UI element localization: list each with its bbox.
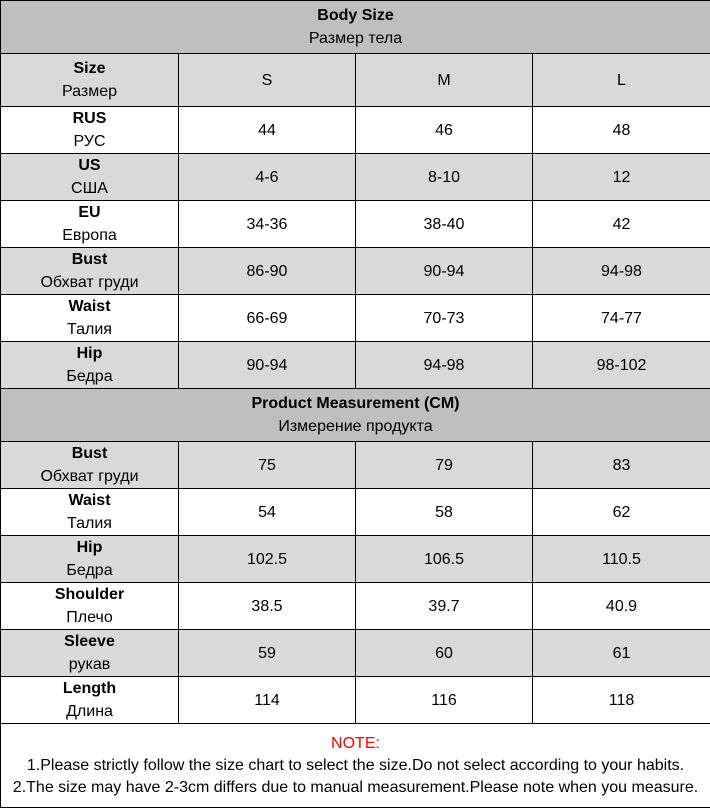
- row-label: Bust: [71, 445, 108, 462]
- value-cell: 102.5: [179, 536, 356, 583]
- table-row: [1, 630, 710, 677]
- value-cell: 83: [533, 442, 710, 489]
- row-label: RUS: [72, 110, 107, 127]
- body-size-title: Body Size: [317, 7, 394, 24]
- size-header-s: S: [179, 54, 356, 107]
- row-label-ru: Обхват груди: [40, 468, 139, 485]
- value-cell: 60: [356, 630, 533, 677]
- table-row: [1, 342, 710, 389]
- value-cell: 90-94: [356, 248, 533, 295]
- value-cell: 8-10: [356, 154, 533, 201]
- product-title-cell: [1, 389, 710, 442]
- row-label: Hip: [76, 345, 103, 362]
- row-label-ru: Обхват груди: [40, 274, 139, 291]
- value-cell: 74-77: [533, 295, 710, 342]
- value-cell: 114: [179, 677, 356, 724]
- row-label: Shoulder: [54, 586, 125, 603]
- value-cell: 110.5: [533, 536, 710, 583]
- row-label-ru: рукав: [68, 656, 111, 673]
- table-row: [1, 154, 710, 201]
- value-cell: 98-102: [533, 342, 710, 389]
- value-cell: 12: [533, 154, 710, 201]
- value-cell: 44: [179, 107, 356, 154]
- row-label-cell: [1, 630, 179, 677]
- value-cell: 38.5: [179, 583, 356, 630]
- row-label-ru: Бедра: [66, 562, 113, 579]
- value-cell: 116: [356, 677, 533, 724]
- value-cell: 48: [533, 107, 710, 154]
- row-label-cell: [1, 107, 179, 154]
- product-title: Product Measurement (CM): [251, 395, 460, 412]
- row-label-ru: Плечо: [66, 609, 113, 626]
- value-cell: 94-98: [356, 342, 533, 389]
- value-cell: 58: [356, 489, 533, 536]
- value-cell: 46: [356, 107, 533, 154]
- value-cell: 4-6: [179, 154, 356, 201]
- row-label-cell: [1, 442, 179, 489]
- value-cell: 106.5: [356, 536, 533, 583]
- body-size-title-row: [1, 1, 710, 54]
- note-title: NOTE:: [331, 734, 380, 752]
- value-cell: 94-98: [533, 248, 710, 295]
- row-label-cell: [1, 295, 179, 342]
- note-line-2: 2.The size may have 2-3cm differs due to manual measurement.Please note when you measure.: [12, 778, 699, 796]
- value-cell: 54: [179, 489, 356, 536]
- row-label-cell: [1, 583, 179, 630]
- row-label: Waist: [68, 298, 111, 315]
- row-label: EU: [78, 204, 101, 221]
- value-cell: 86-90: [179, 248, 356, 295]
- body-size-title-cell: [1, 1, 710, 54]
- table-row: [1, 442, 710, 489]
- table-row: [1, 583, 710, 630]
- row-label-cell: [1, 201, 179, 248]
- row-label: Bust: [71, 251, 108, 268]
- value-cell: 70-73: [356, 295, 533, 342]
- size-header-label-ru: Размер: [62, 83, 117, 100]
- row-label-ru: Талия: [67, 321, 112, 338]
- value-cell: 42: [533, 201, 710, 248]
- table-row: [1, 536, 710, 583]
- table-row: [1, 489, 710, 536]
- row-label-ru: Европа: [62, 227, 117, 244]
- table-row: [1, 248, 710, 295]
- row-label-ru: РУС: [73, 133, 106, 150]
- value-cell: 79: [356, 442, 533, 489]
- value-cell: 62: [533, 489, 710, 536]
- row-label-cell: [1, 154, 179, 201]
- row-label-ru: Бедра: [66, 368, 113, 385]
- size-header-label-cell: [1, 54, 179, 107]
- table-row: [1, 677, 710, 724]
- value-cell: 39.7: [356, 583, 533, 630]
- value-cell: 61: [533, 630, 710, 677]
- row-label: Sleeve: [64, 633, 115, 650]
- row-label-ru: Длина: [66, 703, 113, 720]
- size-header-row: [1, 54, 710, 107]
- body-size-subtitle: Размер тела: [308, 30, 403, 47]
- row-label: US: [78, 157, 101, 174]
- value-cell: 66-69: [179, 295, 356, 342]
- table-row: [1, 201, 710, 248]
- row-label-cell: [1, 536, 179, 583]
- value-cell: 34-36: [179, 201, 356, 248]
- size-header-m: M: [356, 54, 533, 107]
- note-cell: [1, 724, 710, 808]
- value-cell: 75: [179, 442, 356, 489]
- note-line-1: 1.Please strictly follow the size chart to select the size.Do not select according to your habits.: [26, 756, 685, 774]
- product-subtitle: Измерение продукта: [278, 418, 433, 435]
- value-cell: 59: [179, 630, 356, 677]
- row-label: Length: [62, 680, 117, 697]
- value-cell: 40.9: [533, 583, 710, 630]
- size-header-l: L: [533, 54, 710, 107]
- row-label-cell: [1, 248, 179, 295]
- table-row: [1, 107, 710, 154]
- row-label-cell: [1, 342, 179, 389]
- note-row: [1, 724, 710, 808]
- row-label: Hip: [76, 539, 103, 556]
- value-cell: 118: [533, 677, 710, 724]
- value-cell: 90-94: [179, 342, 356, 389]
- row-label-cell: [1, 489, 179, 536]
- table-row: [1, 295, 710, 342]
- row-label-cell: [1, 677, 179, 724]
- row-label-ru: Талия: [67, 515, 112, 532]
- row-label: Waist: [68, 492, 111, 509]
- value-cell: 38-40: [356, 201, 533, 248]
- size-header-label: Size: [73, 60, 106, 77]
- row-label-ru: США: [71, 180, 108, 197]
- product-title-row: [1, 389, 710, 442]
